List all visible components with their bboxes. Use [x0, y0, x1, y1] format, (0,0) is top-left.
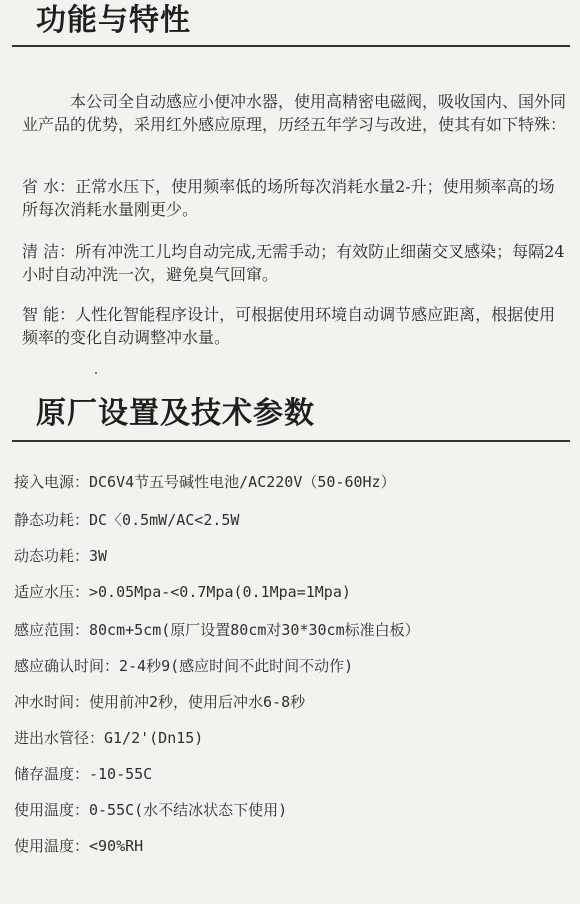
feature-water-saving: 省 水：正常水压下，使用频率低的场所每次消耗水量2-升；使用频率高的场所每次消耗水量刚更少。: [22, 177, 555, 219]
spec-row-water-pressure: 适应水压：>0.05Mpa-<0.7Mpa(0.1Mpa=1Mpa): [14, 583, 351, 601]
specs-heading-rule: [12, 440, 570, 442]
spec-row-storage-temperature: 储存温度：-10-55C: [14, 765, 153, 783]
spec-row-power-supply: 接入电源：DC6V4节五号碱性电池/AC220V（50-60Hz）: [14, 473, 396, 491]
spec-row-sensing-confirm-time: 感应确认时间：2-4秒9(感应时间不此时间不动作): [14, 657, 354, 675]
spec-row-sensing-range: 感应范围：80cm+5cm(原厂设置80cm对30*30cm标准白板）: [14, 621, 420, 639]
spec-row-static-power: 静态功耗：DC〈0.5mW/AC<2.5W: [14, 511, 240, 529]
spec-row-flush-time: 冲水时间：使用前冲2秒，使用后冲水6-8秒: [14, 693, 306, 711]
specs-heading: 原厂设置及技术参数: [36, 396, 315, 431]
spec-row-operating-humidity: 使用温度：<90%RH: [14, 837, 144, 855]
spec-row-operating-temperature: 使用温度：0-55C(水不结冰状态下使用): [14, 801, 288, 819]
feature-smart: 智 能：人性化智能程序设计，可根据使用环境自动调节感应距离，根据使用频率的变化自动调整冲水量。: [22, 305, 556, 347]
feature-cleaning: 清 洁：所有冲洗工儿均自动完成,无需手动；有效防止细菌交叉感染；每隔24小时自动冲洗一次，避免臭气回窜。: [22, 242, 565, 284]
features-heading: 功能与特性: [36, 3, 191, 38]
spec-row-dynamic-power: 动态功耗：3W: [14, 547, 108, 565]
features-heading-rule: [12, 45, 570, 47]
features-intro-paragraph: 本公司全自动感应小便冲水器，使用高精密电磁阀，吸收国内、国外同业产品的优势，采用红外感应原理，历经五年学习与改进，使其有如下特殊：: [22, 92, 567, 134]
scan-speck: [95, 372, 97, 374]
spec-row-pipe-diameter: 进出水管径：G1/2'(Dn15): [14, 729, 204, 747]
